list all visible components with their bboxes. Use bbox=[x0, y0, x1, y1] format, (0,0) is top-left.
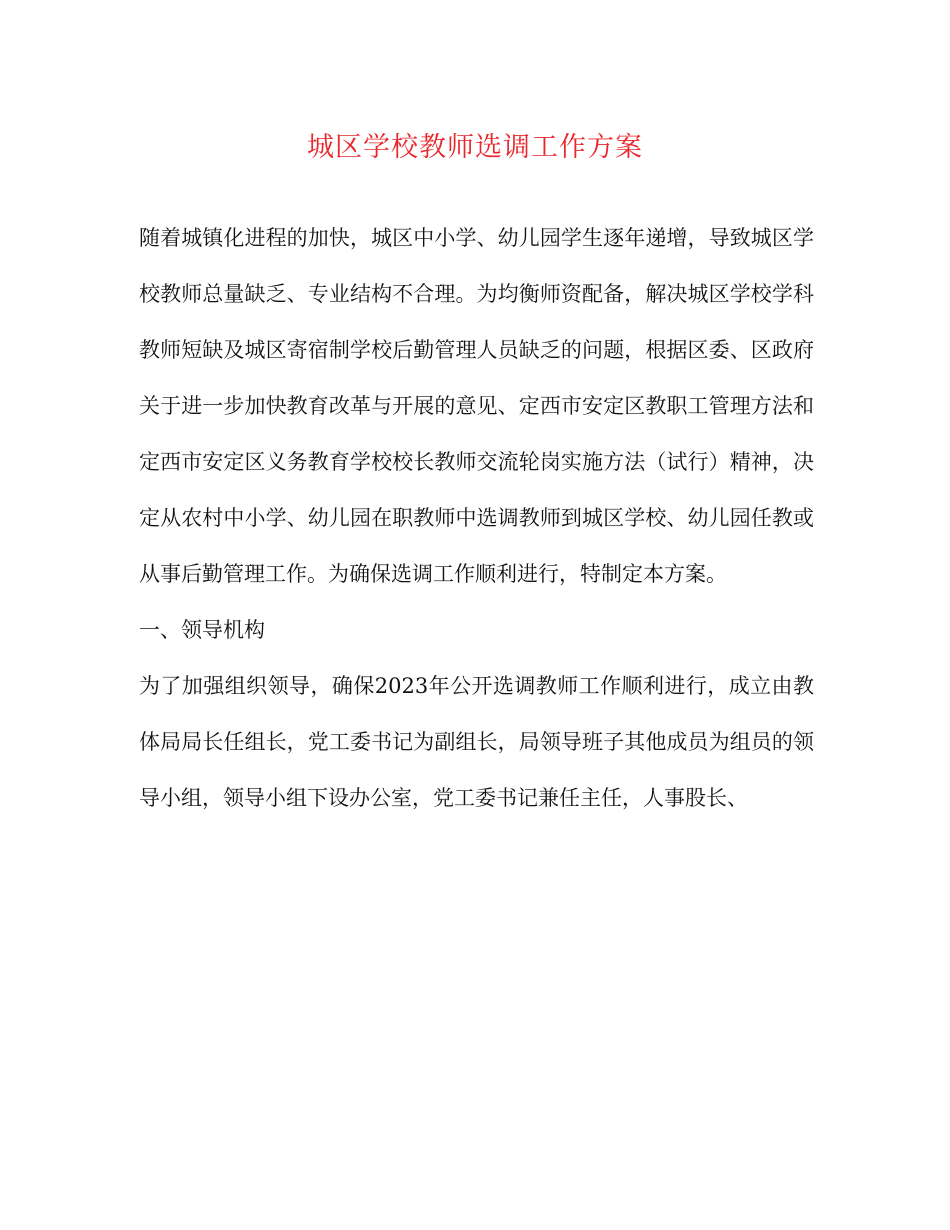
section-heading-leadership: 一、领导机构 bbox=[139, 618, 265, 642]
paragraph-intro: 随着城镇化进程的加快，城区中小学、幼儿园学生逐年递增，导致城区学校教师总量缺乏、专业结构不合理。为均衡师资配备，解决城区学校学科教师短缺及城区寄宿制学校后勤管理人员缺乏的问题，根据区委、区政府关于进一步加快教育改革与开展的意见、定西市安定区教职工管理方法和定西市安定区义务教育学校校长教师交流轮岗实施方法（试行）精神，决定从农村中小学、幼儿园在职教师中选调教师到城区学校、幼儿园任教或从事后勤管理工作。为确保选调工作顺利进行，特制定本方案。 bbox=[139, 226, 814, 586]
document-body bbox=[139, 210, 814, 826]
document-title: 城区学校教师选调工作方案 bbox=[307, 132, 643, 163]
paragraph-leadership: 为了加强组织领导，确保2023年公开选调教师工作顺利进行，成立由教体局局长任组长，党工委书记为副组长，局领导班子其他成员为组员的领导小组，领导小组下设办公室，党工委书记兼任主任，人事股长、 bbox=[139, 674, 814, 810]
